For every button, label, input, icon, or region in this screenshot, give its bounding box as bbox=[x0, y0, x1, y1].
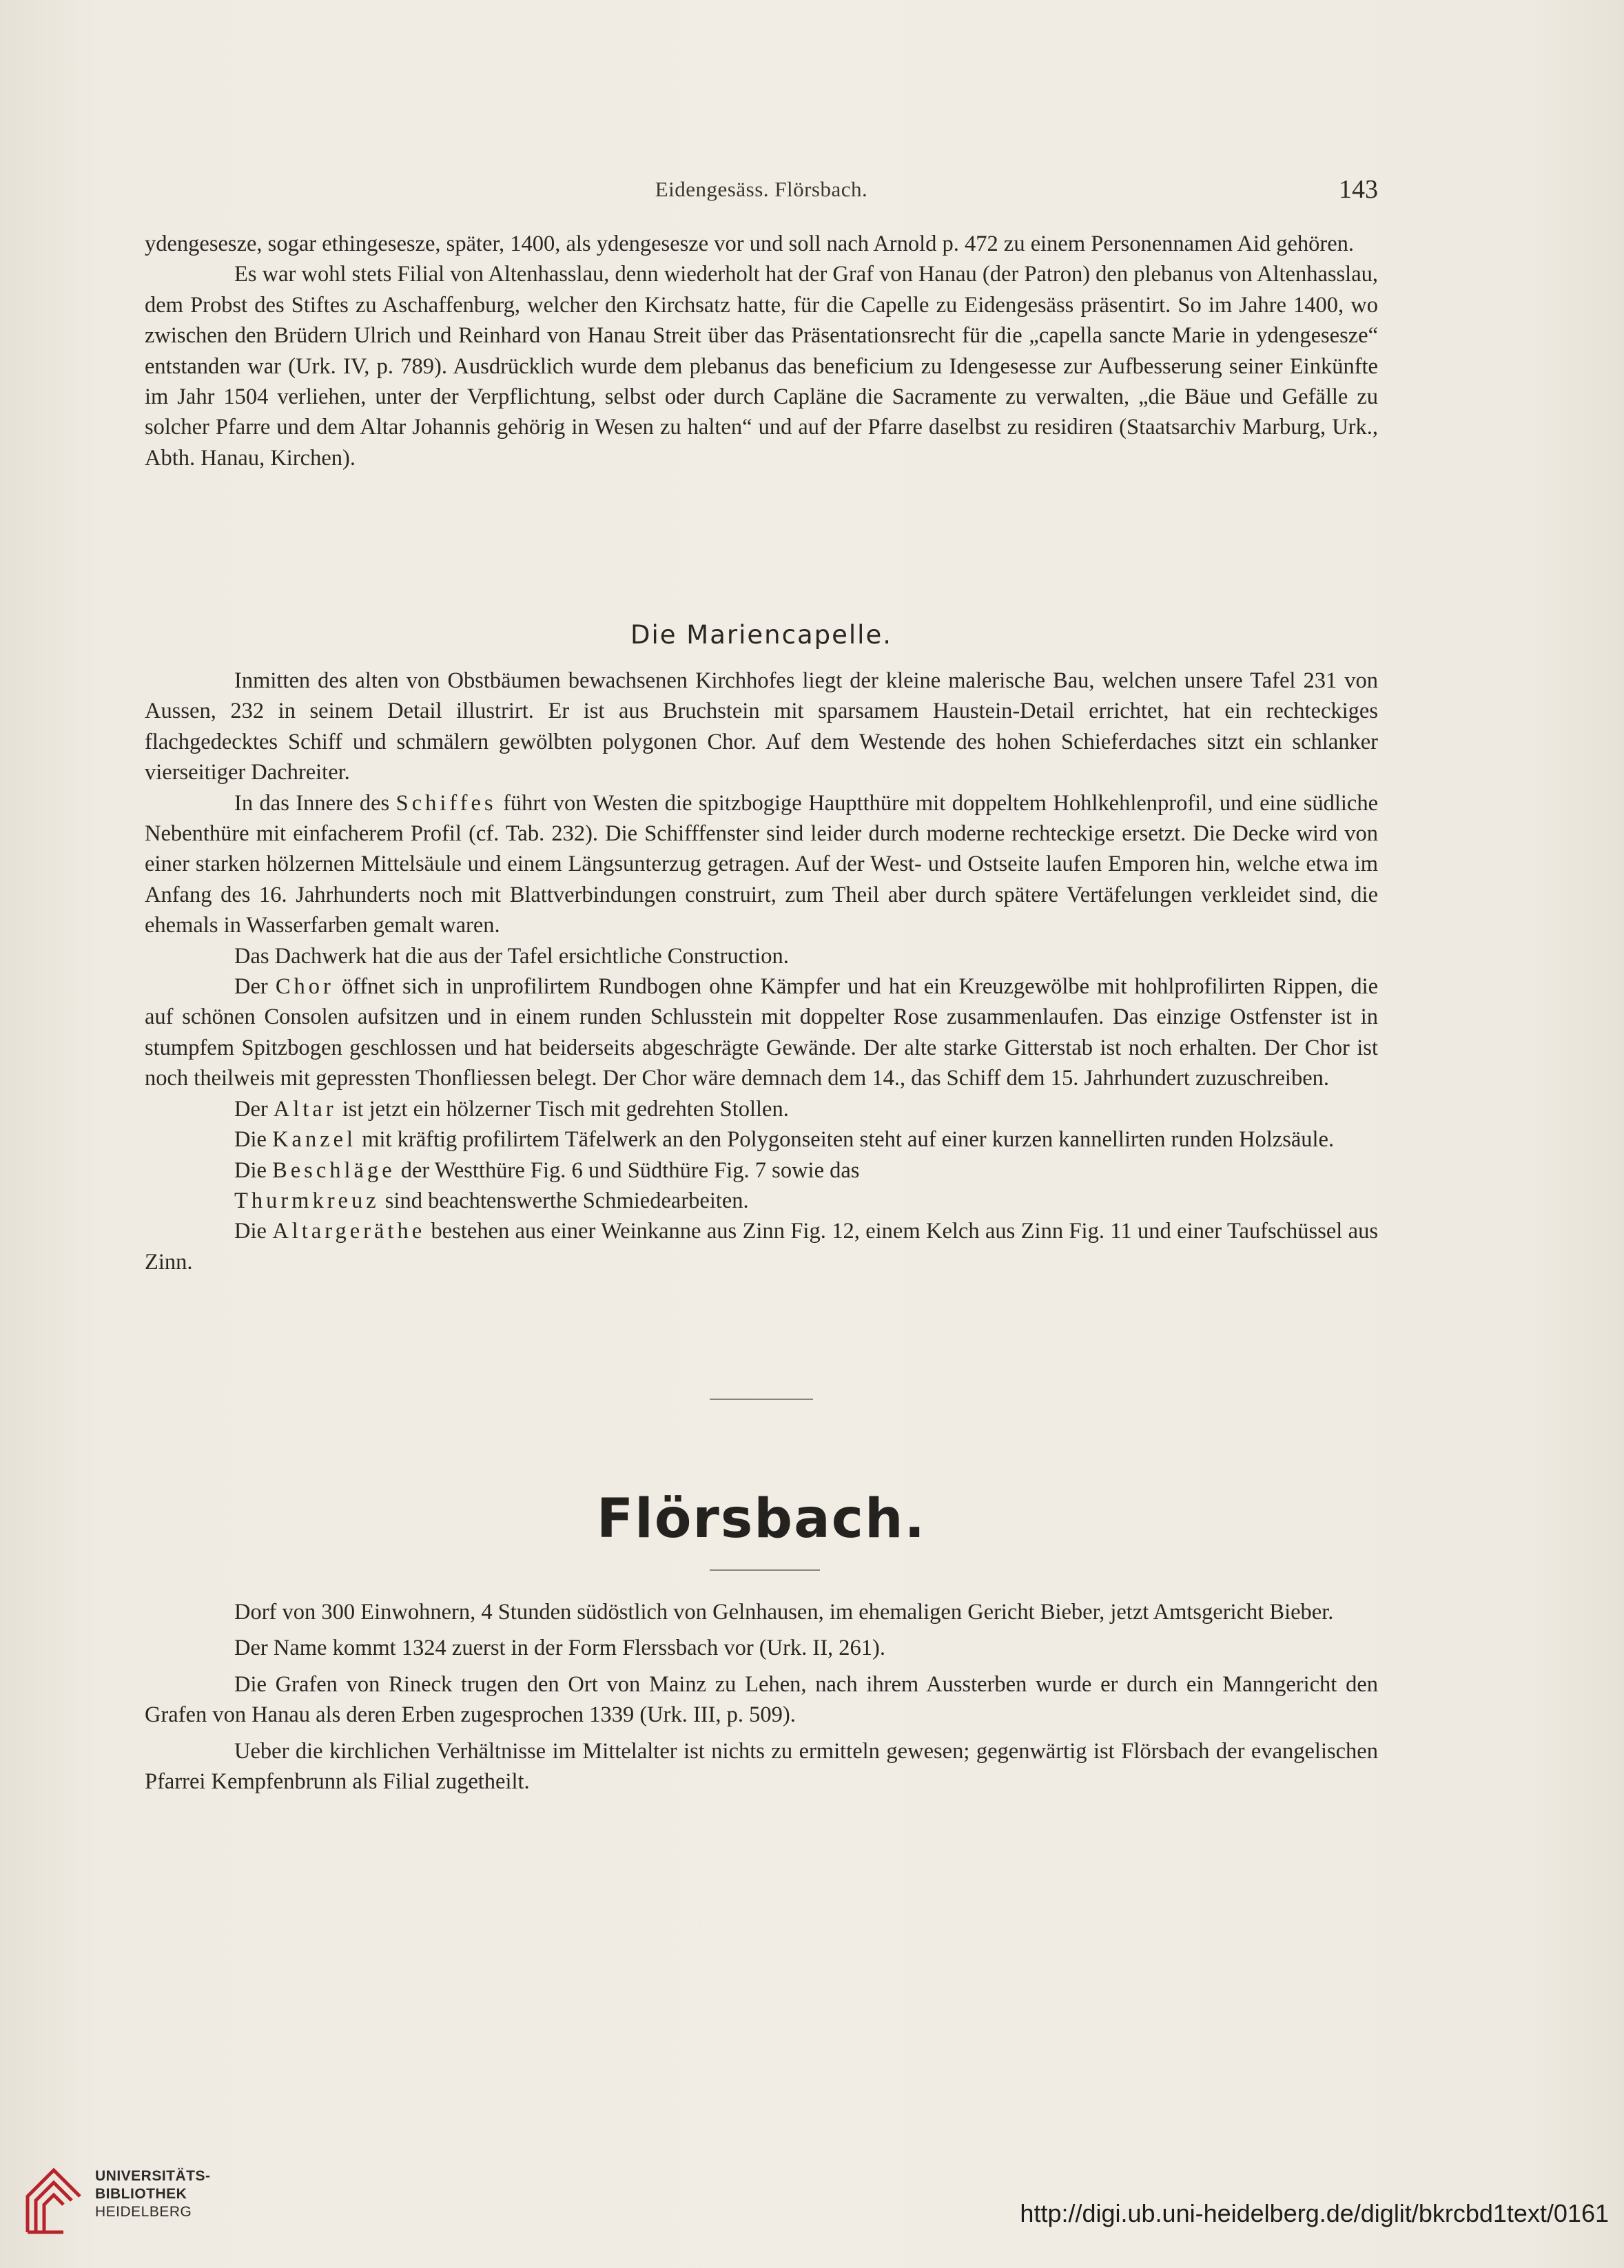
logo-line-1: UNIVERSITÄTS- bbox=[95, 2168, 211, 2184]
mariencapelle-paragraph-1: Inmitten des alten von Obstbäumen bewachsenen Kirchhofes liegt der kleine malerische Bau, welchen unsere Tafel 231 von Aussen, 232 in seinem Detail illustrirt. Er ist aus Bruchstein mit sparsamem Haustein-Detail errichtet, hat ein rechteckiges flachgedecktes Schiff und schmälern gewölbten polygonen Chor. Auf dem Westende des hohen Schieferdaches sitzt ein schlanker vierseitiger Dachreiter. bbox=[145, 668, 1378, 785]
term-kanzel: Kanzel bbox=[272, 1127, 357, 1153]
term-altargeraethe: Altargeräthe bbox=[272, 1219, 426, 1244]
page-number: 143 bbox=[1339, 175, 1378, 204]
running-title: Eidengesäss. Flörsbach. bbox=[655, 177, 868, 201]
term-altar: Altar bbox=[273, 1096, 337, 1122]
mariencapelle-paragraph-9: Die Altargeräthe bestehen aus einer Weinkanne aus Zinn Fig. 12, einem Kelch aus Zinn Fig. 11 und einer Taufschüssel aus Zinn. bbox=[145, 1219, 1379, 1275]
intro-paragraph-1: ydengesesze, sogar ethingesesze, später, 1400, als ydengesesze vor und soll nach Arnold p. 472 zu einem Personennamen Aid gehören. bbox=[145, 231, 1355, 256]
floersbach-paragraph-1: Dorf von 300 Einwohnern, 4 Stunden südöstlich von Gelnhausen, im ehemaligen Gericht Bieber, jetzt Amtsgericht Bieber. bbox=[234, 1600, 1334, 1625]
floersbach-paragraph-2: Der Name kommt 1324 zuerst in der Form Flerssbach vor (Urk. II, 261). bbox=[234, 1636, 885, 1661]
section-heading-mariencapelle: Die Mariencapelle. bbox=[630, 620, 892, 650]
mariencapelle-paragraph-7: Die Beschläge der Westthüre Fig. 6 und Südthüre Fig. 7 sowie das bbox=[234, 1157, 860, 1183]
mariencapelle-text bbox=[145, 666, 1378, 1277]
logo-line-3: HEIDELBERG bbox=[95, 2204, 192, 2220]
floersbach-text bbox=[145, 1597, 1378, 1797]
mariencapelle-paragraph-3: Das Dachwerk hat die aus der Tafel ersichtliche Construction. bbox=[234, 943, 789, 969]
library-emblem-icon bbox=[21, 2163, 87, 2239]
title-underline bbox=[710, 1569, 820, 1571]
term-beschlaege: Beschläge bbox=[272, 1157, 395, 1183]
mariencapelle-paragraph-5: Der Altar ist jetzt ein hölzerner Tisch mit gedrehten Stollen. bbox=[234, 1096, 789, 1122]
section-divider bbox=[710, 1399, 813, 1400]
logo-line-2: BIBLIOTHEK bbox=[95, 2186, 187, 2202]
term-schiffes: Schiffes bbox=[395, 790, 497, 816]
floersbach-paragraph-3: Die Grafen von Rineck trugen den Ort von Mainz zu Lehen, nach ihrem Aussterben wurde er durch ein Manngericht den Grafen von Hanau als deren Erben zugesprochen 1339 (Urk. III, p. 509). bbox=[145, 1671, 1378, 1728]
mariencapelle-paragraph-4: Der Chor öffnet sich in unprofilirtem Rundbogen ohne Kämpfer und hat ein Kreuzgewölbe mit hohlprofilirten Rippen, die auf schönen Consolen aufsitzen und in einem runden Schlusstein mit doppelter Rose zusammenlaufen. Das einzige Ostfenster ist in stumpfem Spitzbogen geschlossen und hat beiderseits abgeschrägte Gewände. Der alte starke Gitterstab ist noch erhalten. Der Chor ist noch theilweis mit gepressten Thonfliessen belegt. Der Chor wäre demnach dem 14., das Schiff dem 15. Jahrhundert zuzuschreiben. bbox=[145, 974, 1379, 1091]
mariencapelle-paragraph-8: Thurmkreuz sind beachtenswerthe Schmiedearbeiten. bbox=[234, 1188, 749, 1213]
intro-paragraph-2: Es war wohl stets Filial von Altenhasslau, denn wiederholt hat der Graf von Hanau (der Patron) den plebanus von Altenhasslau, dem Probst des Stiftes zu Aschaffenburg, welcher den Kirchsatz hatte, für die Capelle zu Eidengesäss präsentirt. So im Jahre 1400, wo zwischen den Brüdern Ulrich und Reinhard von Hanau Streit über das Präsentationsrecht für die „capella sancte Marie in ydengesesze“ entstanden war (Urk. IV, p. 789). Ausdrücklich wurde dem plebanus das beneficium zu Idengesesse zur Aufbesserung seiner Einkünfte im Jahr 1504 verliehen, unter der Verpflichtung, selbst oder durch Capläne die Sacramente zu verwalten, „die Bäue und Gefälle zu solcher Pfarre und dem Altar Johannis gehörig in Wesen zu halten“ und auf der Pfarre daselbst zu residiren (Staatsarchiv Marburg, Urk., Abth. Hanau, Kirchen). bbox=[145, 262, 1378, 471]
term-chor: Chor bbox=[275, 974, 334, 1000]
page-header bbox=[145, 177, 1378, 212]
library-name bbox=[95, 2167, 211, 2221]
floersbach-paragraph-4: Ueber die kirchlichen Verhältnisse im Mittelalter ist nichts zu ermitteln gewesen; gegenwärtig ist Flörsbach der evangelischen Pfarrei Kempfenbrunn als Filial zugetheilt. bbox=[145, 1738, 1378, 1795]
intro-text bbox=[145, 229, 1378, 473]
mariencapelle-paragraph-2: In das Innere des Schiffes führt von Westen die spitzbogige Hauptthüre mit doppeltem Hohlkehlenprofil, und eine südliche Nebenthüre mit einfacherem Profil (cf. Tab. 232). Die Schifffenster sind leider durch moderne rechteckige ersetzt. Die Decke wird von einer starken hölzernen Mittelsäule und einem Längsunterzug getragen. Auf der West- und Ostseite laufen Emporen hin, welche etwa im Anfang des 16. Jahrhunderts noch mit Blattverbindungen construirt, zum Theil aber durch spätere Vertäfelungen verkleidet sind, die ehemals in Wasserfarben gemalt waren. bbox=[145, 790, 1378, 938]
library-logo[interactable] bbox=[21, 2163, 227, 2246]
source-url-link[interactable]: http://digi.ub.uni-heidelberg.de/diglit/bkrcbd1text/0161 bbox=[1020, 2199, 1609, 2227]
chapter-title-floersbach: Flörsbach. bbox=[596, 1488, 927, 1550]
mariencapelle-paragraph-6: Die Kanzel mit kräftig profilirtem Täfelwerk an den Polygonseiten steht auf einer kurzen kannellirten runden Holzsäule. bbox=[234, 1127, 1335, 1153]
term-thurmkreuz: Thurmkreuz bbox=[234, 1188, 380, 1213]
